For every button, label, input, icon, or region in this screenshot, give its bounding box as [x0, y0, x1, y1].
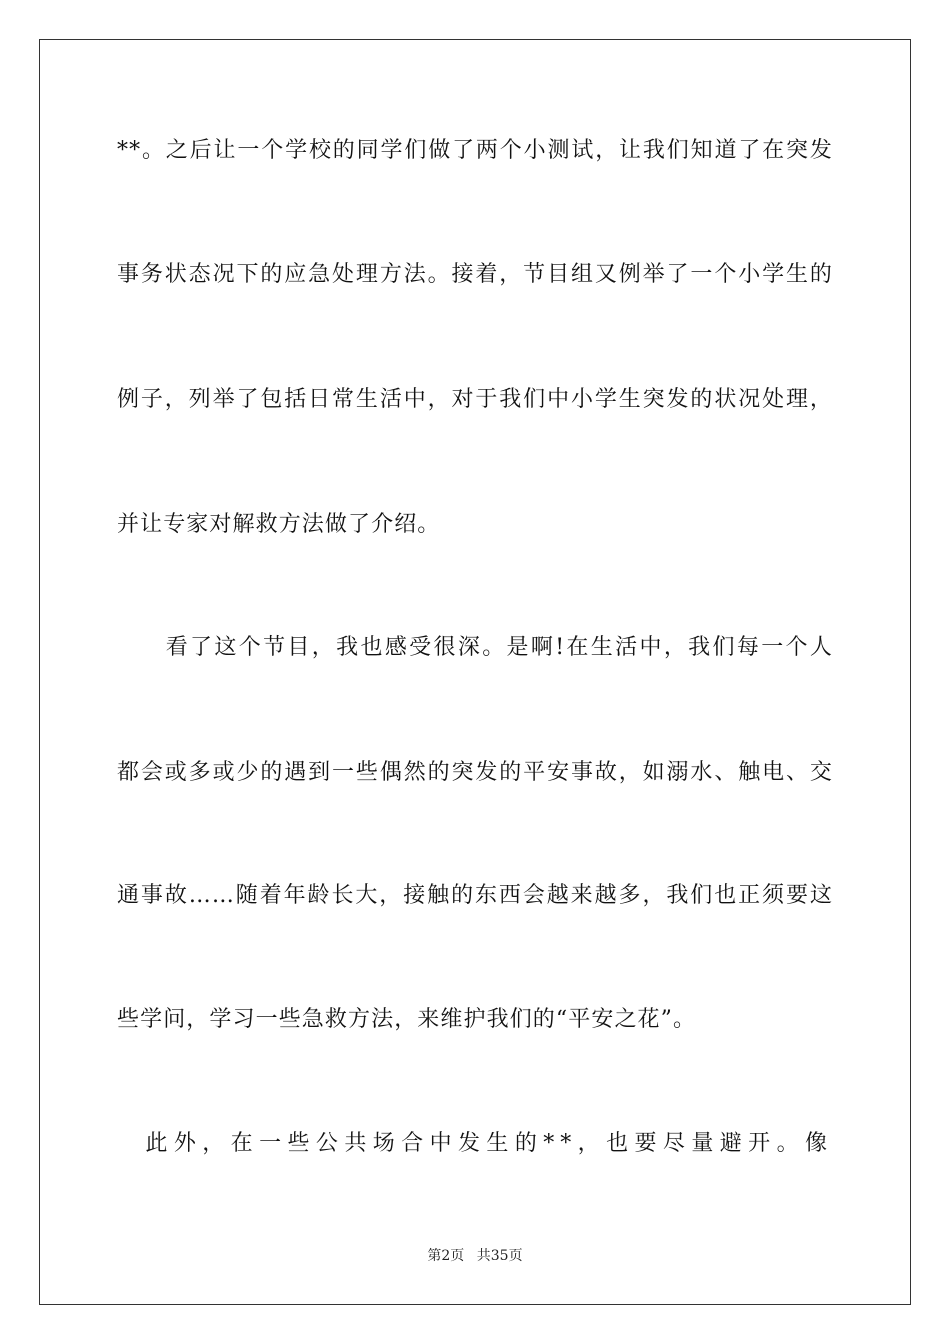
text-line-4: 并让专家对解救方法做了介绍。	[117, 512, 441, 537]
text-line-6: 都会或多或少的遇到一些偶然的突发的平安事故，如溺水、触电、交	[117, 760, 833, 785]
text-line-9: 此外，在一些公共场合中发生的**，也要尽量避开。像	[117, 1131, 833, 1156]
page-footer	[0, 1246, 950, 1266]
text-line-1: **。之后让一个学校的同学们做了两个小测试，让我们知道了在突发	[117, 138, 833, 163]
page-frame	[39, 39, 911, 1305]
text-line-2: 事务状态况下的应急处理方法。接着，节目组又例举了一个小学生的	[117, 262, 833, 287]
text-line-7: 通事故……随着年龄长大，接触的东西会越来越多，我们也正须要这	[117, 883, 833, 908]
text-line-8: 些学问，学习一些急救方法，来维护我们的“平安之花”。	[117, 1007, 697, 1032]
text-line-5: 看了这个节目，我也感受很深。是啊!在生活中，我们每一个人	[117, 635, 833, 660]
page-total: 共35页	[476, 1248, 523, 1264]
page-number: 第2页	[427, 1248, 465, 1264]
text-line-3: 例子，列举了包括日常生活中，对于我们中小学生突发的状况处理，	[117, 387, 833, 412]
